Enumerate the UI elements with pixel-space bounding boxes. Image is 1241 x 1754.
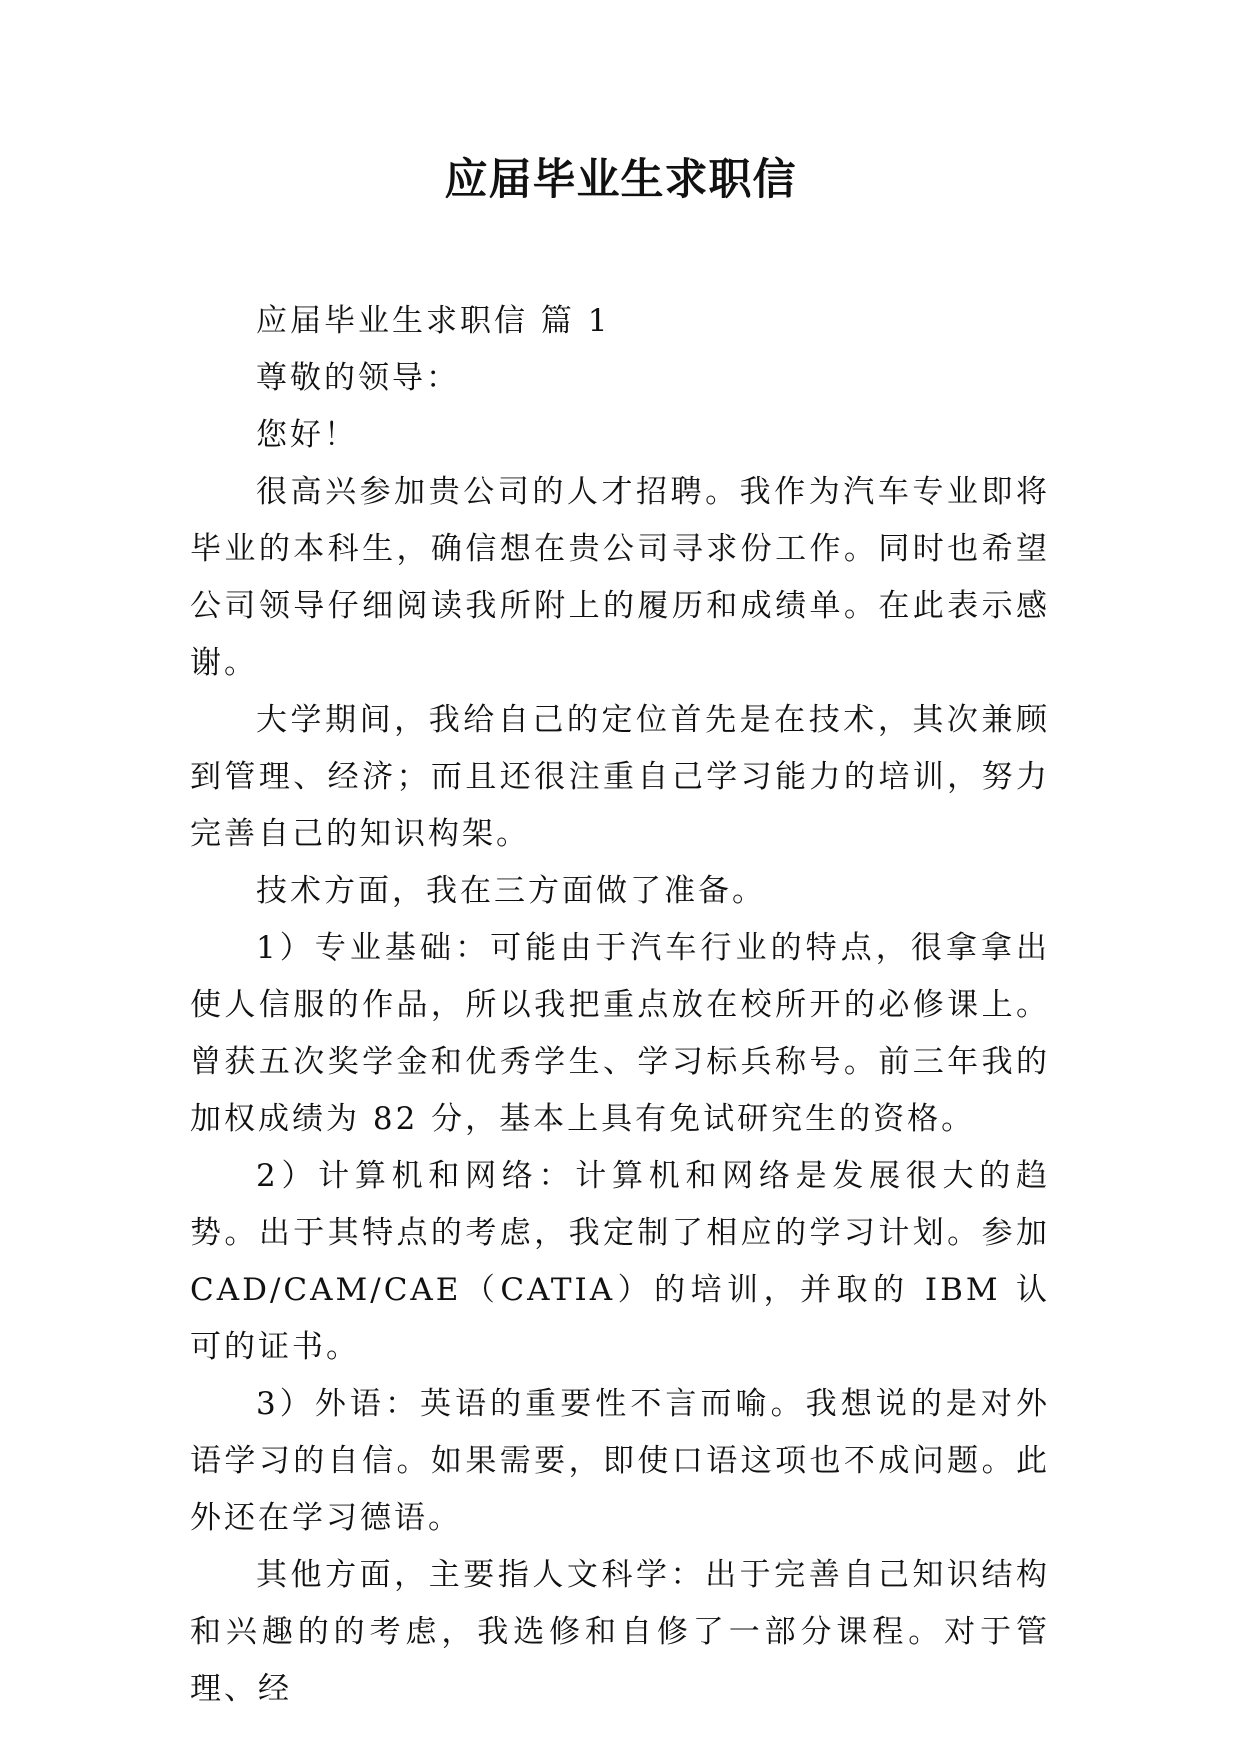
document-title: 应届毕业生求职信 — [444, 155, 797, 205]
section-heading: 应届毕业生求职信 篇 1 — [256, 303, 611, 339]
salutation: 尊敬的领导： — [256, 360, 460, 396]
body-paragraph: 很高兴参加贵公司的人才招聘。我作为汽车专业即将毕业的本科生，确信想在贵公司寻求份工作。同时也希望公司领导仔细阅读我所附上的履历和成绩单。在此表示感谢。 — [190, 474, 1050, 681]
body-paragraph: 1）专业基础：可能由于汽车行业的特点，很拿拿出使人信服的作品，所以我把重点放在校所开的必修课上。曾获五次奖学金和优秀学生、学习标兵称号。前三年我的加权成绩为 82 分，基本上具有免试研究生的资格。 — [190, 930, 1050, 1137]
document-body — [190, 293, 1050, 1718]
body-paragraph: 2）计算机和网络：计算机和网络是发展很大的趋势。出于其特点的考虑，我定制了相应的学习计划。参加 CAD/CAM/CAE（CATIA）的培训，并取的 IBM 认可的证书。 — [190, 1158, 1050, 1365]
body-paragraph: 技术方面，我在三方面做了准备。 — [256, 873, 766, 909]
greeting: 您好！ — [256, 417, 358, 453]
body-paragraph: 其他方面，主要指人文科学：出于完善自己知识结构和兴趣的的考虑，我选修和自修了一部分课程。对于管理、经 — [190, 1557, 1050, 1707]
body-paragraph: 3）外语：英语的重要性不言而喻。我想说的是对外语学习的自信。如果需要，即使口语这项也不成问题。此外还在学习德语。 — [190, 1386, 1050, 1536]
body-paragraph: 大学期间，我给自己的定位首先是在技术，其次兼顾到管理、经济；而且还很注重自己学习能力的培训，努力完善自己的知识构架。 — [190, 702, 1050, 852]
